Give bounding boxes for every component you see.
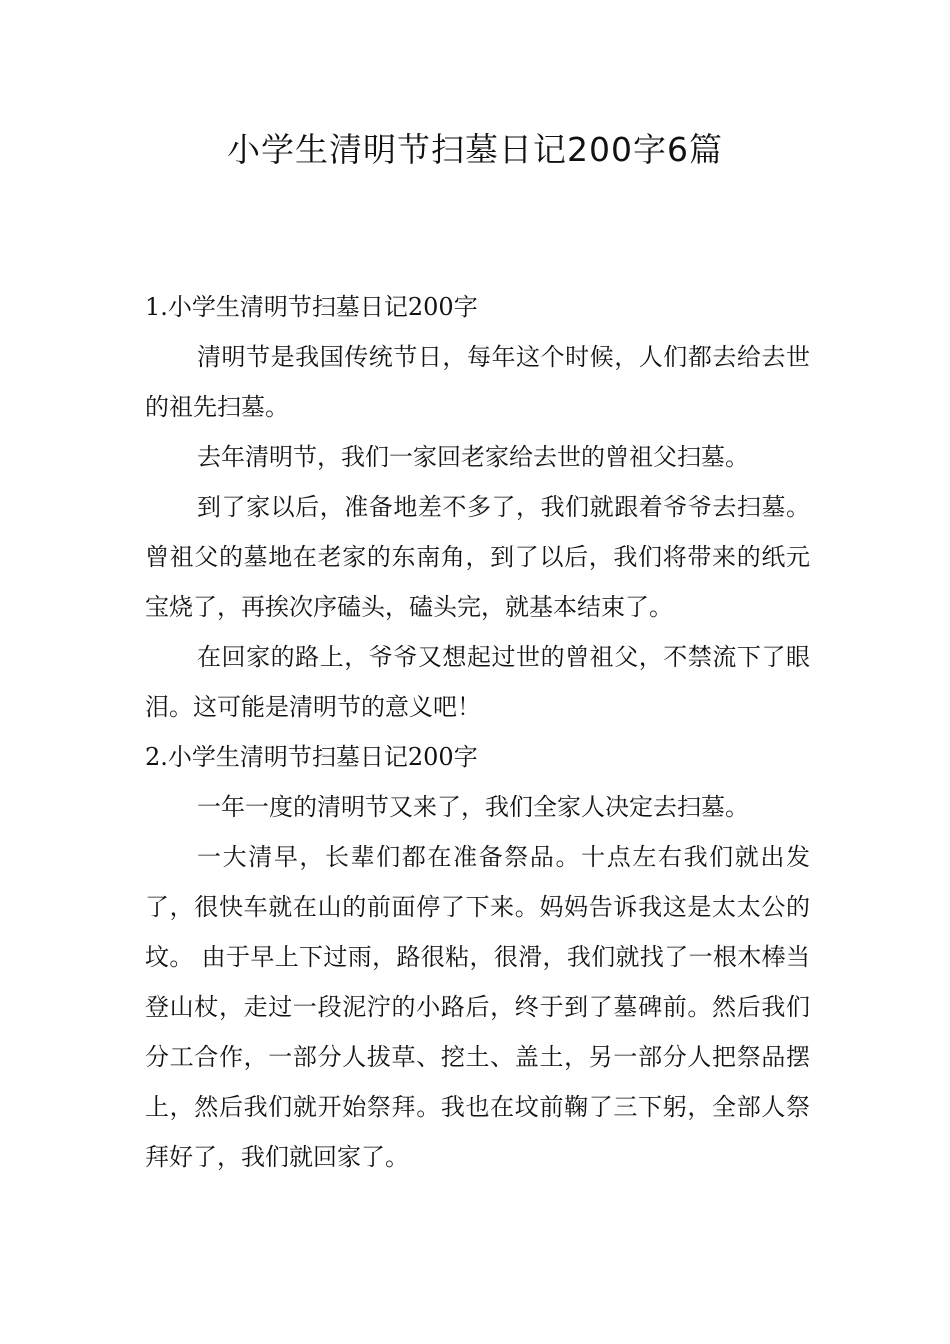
paragraph: 清明节是我国传统节日，每年这个时候，人们都去给去世的祖先扫墓。 [145, 343, 810, 421]
section-1 [145, 282, 810, 732]
paragraph: 在回家的路上，爷爷又想起过世的曾祖父，不禁流下了眼泪。这可能是清明节的意义吧！ [145, 643, 810, 721]
section-heading: 2.小学生清明节扫墓日记200字 [145, 743, 478, 771]
document-body [145, 282, 810, 1182]
section-heading: 1.小学生清明节扫墓日记200字 [145, 293, 478, 321]
paragraph: 一年一度的清明节又来了，我们全家人决定去扫墓。 [197, 793, 749, 821]
document-title: 小学生清明节扫墓日记200字6篇 [227, 130, 723, 169]
paragraph: 到了家以后，准备地差不多了，我们就跟着爷爷去扫墓。曾祖父的墓地在老家的东南角，到了以后，我们将带来的纸元 宝烧了，再挨次序磕头，磕头完，就基本结束了。 [145, 493, 810, 621]
paragraph: 一大清早，长辈们都在准备祭品。十点左右我们就出发了，很快车就在山的前面停了下来。妈妈告诉我这是太太公的坟。 由于早上下过雨，路很粘，很滑，我们就找了一根木棒当登山杖，走过一段泥泞的小路后，终于到了墓碑前。然后我们分工合作，一部分人拔草、挖土、盖土，另一部分人把祭品摆上，然后我们就开始祭拜。我也在坟前鞠了三下躬，全部人祭拜好了，我们就回家了。 [145, 843, 810, 1171]
paragraph: 去年清明节，我们一家回老家给去世的曾祖父扫墓。 [197, 443, 749, 471]
section-2 [145, 732, 810, 1182]
